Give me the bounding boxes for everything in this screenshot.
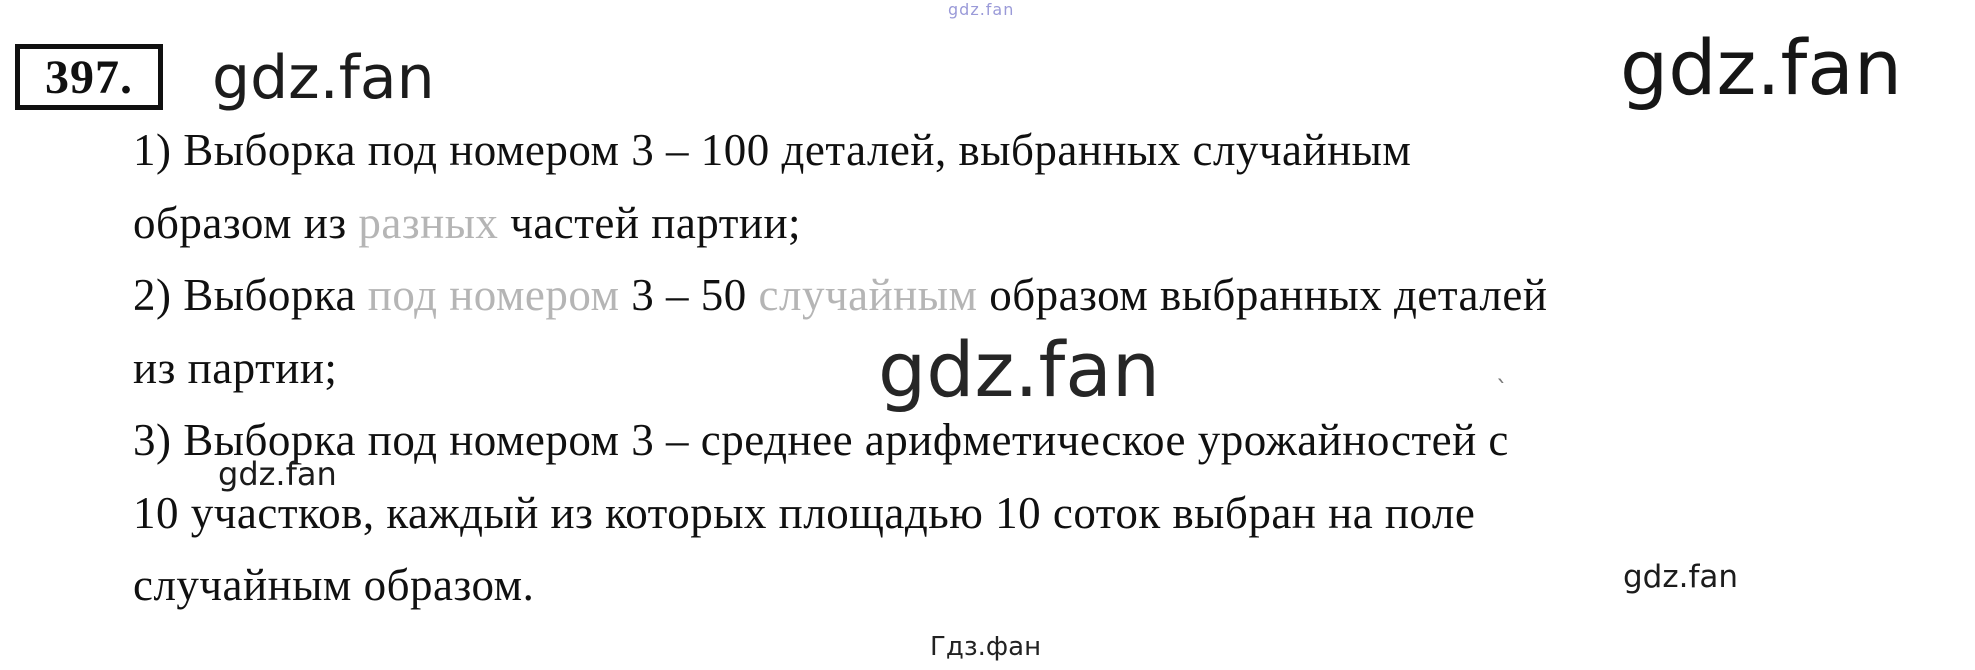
solution-line-segment: разных [358,197,499,248]
solution-line-segment: под номером [367,270,620,320]
watermark-top-left: gdz.fan [212,43,435,113]
watermark-mid-left-small: gdz.fan [218,455,337,493]
watermark-top-right: gdz.fan [1620,23,1903,112]
solution-text [133,114,1547,622]
problem-number: 397. [45,50,133,104]
solution-line [133,549,1547,622]
solution-line [133,404,1547,477]
solution-line [133,477,1547,550]
solution-line-segment: 10 участков, каждый из которых площадью 10 соток выбран на поле [133,487,1476,538]
problem-number-box [15,44,163,110]
solution-line-segment: случайным [758,270,978,320]
solution-line [133,114,1547,187]
solution-line-segment: 1) Выборка под номером 3 – 100 деталей, выбранных случайным [133,125,1412,175]
watermark-top-center: gdz.fan [948,0,1015,19]
stray-scan-mark: ` [1496,376,1508,404]
solution-line [133,187,1547,260]
solution-line [133,259,1547,332]
solution-line-segment: из партии; [133,342,338,393]
solution-line-segment: 3) Выборка под номером 3 – среднее арифметическое урожайностей с [133,415,1509,465]
solution-line-segment: частей партии; [498,197,802,248]
solution-line [133,332,1547,405]
solution-line-segment: 2) Выборка [133,270,368,320]
watermark-bottom-right: gdz.fan [1623,559,1739,595]
watermark-center: gdz.fan [878,325,1161,414]
watermark-bottom-center: Гдз.фан [930,632,1042,662]
solution-line-segment: образом из [133,197,359,248]
solution-line-segment: случайным образом. [133,560,535,610]
solution-line-segment: образом выбранных деталей [977,270,1548,320]
solution-line-segment: 3 – 50 [619,270,759,320]
